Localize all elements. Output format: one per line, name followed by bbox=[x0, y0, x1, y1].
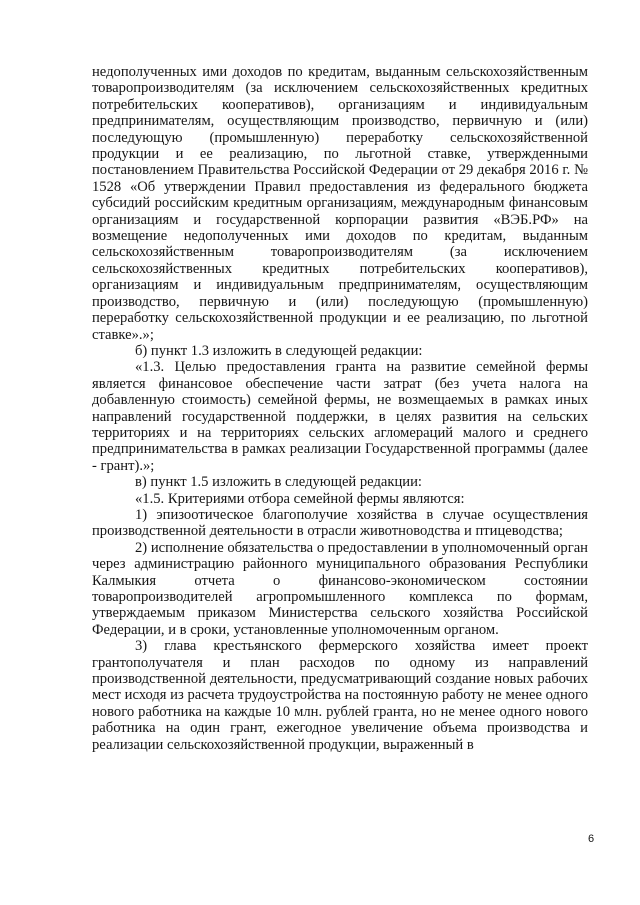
paragraph-criterion-3: 3) глава крестьянского фермерского хозяйства имеет проект грантополучателя и план расходов по одному из направлений производственной деятельности, предусматривающий создание новых рабочих мест исходя из расчета трудоустройства на постоянную работу не менее одного нового работника на каждые 10 млн. рублей гранта, но не менее одного нового работника на один грант, ежегодное увеличение объема производства и реализации сельскохозяйственной продукции, выраженный в bbox=[92, 638, 588, 753]
paragraph-criterion-1: 1) эпизоотическое благополучие хозяйства в случае осуществления производственной деятельности в отрасли животноводства и птицеводства; bbox=[92, 506, 588, 540]
paragraph-clause-1-3: «1.3. Целью предоставления гранта на развитие семейной фермы является финансовое обеспечение части затрат (без учета налога на добавленную стоимость) семейной фермы, не возмещаемых в рамках иных направлений государственной поддержки, в целях развития на сельских территориях и на территориях сельских агломераций малого и среднего предпринимательства в рамках реализации Государственной программы (далее - грант).»; bbox=[92, 359, 588, 474]
paragraph-clause-1-5: «1.5. Критериями отбора семейной фермы являются: bbox=[135, 490, 465, 507]
paragraph-continuation: недополученных ими доходов по кредитам, выданным сельскохозяйственным товаропроизводителям (за исключением сельскохозяйственных кредитных потребительских кооперативов), организациям и индивидуальным предпринимателям, осуществляющим производство, первичную и (или) последующую (промышленную) переработку сельскохозяйственной продукции и ее реализацию, по льготной ставке, утвержденными постановлением Правительства Российской Федерации от 29 декабря 2016 г. № 1528 «Об утверждении Правил предоставления из федерального бюджета субсидий российским кредитным организациям, международным финансовым организациям и государственной корпорации развития «ВЭБ.РФ» на возмещение недополученных ими доходов по кредитам, выданным сельскохозяйственным товаропроизводителям (за исключением сельскохозяйственных кредитных потребительских кооперативов), организациям и индивидуальным предпринимателям, осуществляющим производство, первичную и (или) последующую (промышленную) переработку сельскохозяйственной продукции и ее реализацию, по льготной ставке».»; bbox=[92, 64, 588, 343]
document-body bbox=[92, 64, 588, 753]
page-number: 6 bbox=[588, 833, 595, 845]
paragraph-criterion-2: 2) исполнение обязательства о предоставлении в уполномоченный орган через администрацию районного муниципального образования Республики Калмыкия отчета о финансово-экономическом состоянии товаропроизводителей агропромышленного комплекса по формам, утверждаемым приказом Министерства сельского хозяйства Российской Федерации, и в сроки, установленные уполномоченным органом. bbox=[92, 539, 588, 638]
paragraph-item-b: б) пункт 1.3 изложить в следующей редакции: bbox=[135, 342, 423, 359]
paragraph-item-v: в) пункт 1.5 изложить в следующей редакции: bbox=[135, 474, 422, 491]
